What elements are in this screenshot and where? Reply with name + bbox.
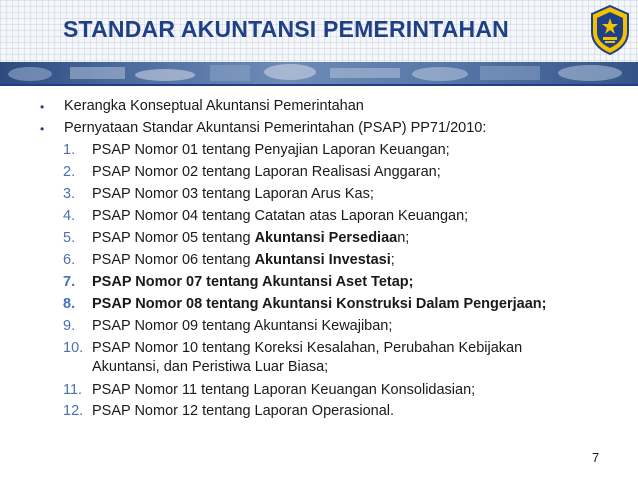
list-number: 2. — [63, 164, 76, 180]
list-number: 3. — [63, 186, 76, 202]
ministry-of-finance-emblem-icon — [588, 4, 632, 56]
bullet-marker: • — [40, 100, 45, 114]
list-text-emphasis: Akuntansi Investasi — [254, 252, 391, 268]
banner-underline — [0, 84, 638, 86]
list-text: PSAP Nomor 07 tentang Akuntansi Aset Tetap; — [92, 274, 414, 290]
list-number: 4. — [63, 208, 76, 224]
list-text: PSAP Nomor 02 tentang Laporan Realisasi Anggaran; — [92, 164, 441, 180]
list-text: PSAP Nomor 05 tentang Akuntansi Persediaan; — [92, 230, 410, 246]
list-number: 6. — [63, 252, 76, 268]
list-number: 11. — [63, 382, 83, 398]
list-number: 10. — [63, 340, 84, 356]
list-number: 7. — [63, 274, 76, 290]
list-text: PSAP Nomor 11 tentang Laporan Keuangan Konsolidasian; — [92, 382, 476, 398]
list-text: PSAP Nomor 04 tentang Catatan atas Laporan Keuangan; — [92, 208, 469, 224]
list-text: PSAP Nomor 09 tentang Akuntansi Kewajiban; — [92, 318, 393, 334]
list-number: 12. — [63, 403, 84, 419]
list-text: PSAP Nomor 03 tentang Laporan Arus Kas; — [92, 186, 374, 202]
list-number: 8. — [63, 296, 76, 312]
list-number: 1. — [63, 142, 76, 158]
list-text: PSAP Nomor 01 tentang Penyajian Laporan Keuangan; — [92, 142, 450, 158]
list-text: PSAP Nomor 08 tentang Akuntansi Konstruksi Dalam Pengerjaan; — [92, 296, 547, 312]
page-number: 7 — [592, 450, 600, 465]
list-text: PSAP Nomor 10 tentang Koreksi Kesalahan, Perubahan Kebijakan — [92, 340, 523, 356]
list-text: PSAP Nomor 06 tentang Akuntansi Investasi; — [92, 252, 395, 268]
list-number: 5. — [63, 230, 76, 246]
list-text: Akuntansi, dan Peristiwa Luar Biasa; — [92, 359, 329, 375]
slide-title: STANDAR AKUNTANSI PEMERINTAHAN — [63, 16, 509, 42]
bullet-marker: • — [40, 122, 45, 136]
bullet-text: Kerangka Konseptual Akuntansi Pemerintahan — [64, 98, 364, 114]
photo-banner — [0, 62, 638, 84]
banner-decoration — [0, 62, 638, 84]
bullet-text: Pernyataan Standar Akuntansi Pemerintahan (PSAP) PP71/2010: — [64, 120, 487, 136]
list-text: PSAP Nomor 12 tentang Laporan Operasional. — [92, 403, 395, 419]
list-number: 9. — [63, 318, 76, 334]
list-text-emphasis: Akuntansi Persediaa — [254, 230, 398, 246]
